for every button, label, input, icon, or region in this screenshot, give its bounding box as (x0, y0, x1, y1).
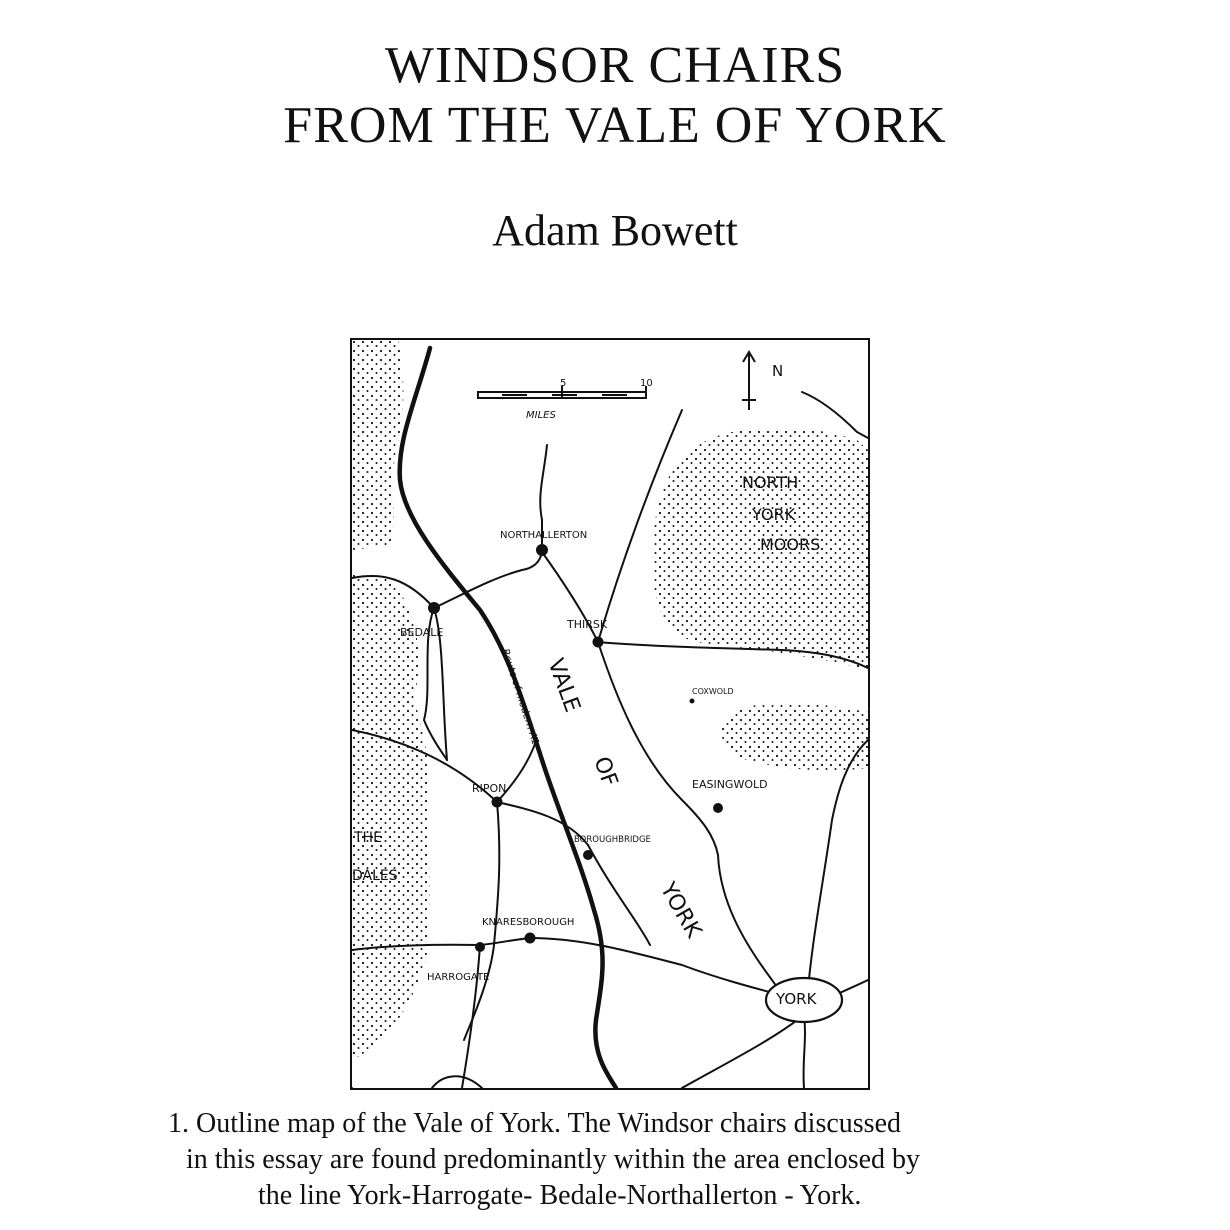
boroughbridge-label: BOROUGHBRIDGE (574, 835, 651, 845)
a1-route-label: Route of modern A1 (499, 647, 541, 747)
coxwold-label: COXWOLD (692, 687, 734, 696)
caption-line-2: in this essay are found predominantly within the area enclosed by (186, 1144, 921, 1175)
vale-label: VALE (542, 655, 585, 716)
bedale-marker (428, 602, 440, 614)
harrogate-marker (475, 942, 485, 952)
northallerton-label: NORTHALLERTON (500, 530, 588, 541)
dales-label-1: THE (354, 830, 382, 846)
york-label: YORK (776, 990, 817, 1008)
easingwold-label: EASINGWOLD (692, 778, 768, 791)
dales-label-2: DALES (352, 868, 398, 884)
scale-tick-5: 5 (560, 378, 567, 389)
north-arrow-icon (742, 352, 783, 410)
scale-label: MILES (526, 410, 556, 421)
vale-of-york-map (350, 338, 870, 1090)
easingwold-marker (713, 803, 723, 813)
dales-north-stipple (352, 340, 403, 550)
bedale-label: BEDALE (400, 626, 444, 639)
knaresborough-label: KNARESBOROUGH (482, 917, 575, 928)
author-name: Adam Bowett (492, 206, 738, 255)
knaresborough-marker (525, 933, 536, 944)
moors-label-1: NORTH (742, 473, 799, 492)
north-label: N (772, 362, 784, 380)
thirsk-label: THIRSK (567, 618, 608, 631)
ripon-label: RIPON (472, 782, 507, 795)
moors-label-3: MOORS (760, 535, 821, 554)
ripon-marker (492, 797, 503, 808)
york-region-label: YORK (654, 878, 707, 943)
title-line-1: WINDSOR CHAIRS (384, 37, 846, 94)
moors-label-2: YORK (752, 505, 796, 524)
thirsk-marker (593, 637, 604, 648)
caption-line-3: the line York-Harrogate- Bedale-Northallerton - York. (258, 1180, 862, 1211)
harrogate-label: HARROGATE (427, 972, 490, 983)
of-label: OF (588, 753, 623, 791)
title-line-2: FROM THE VALE OF YORK (283, 97, 947, 154)
dales-stipple (352, 575, 430, 1060)
northallerton-marker (536, 544, 548, 556)
map-svg (352, 340, 868, 1088)
scale-bar (478, 378, 653, 421)
scale-tick-10: 10 (640, 378, 653, 389)
boroughbridge-marker (583, 850, 593, 860)
coxwold-marker (690, 699, 695, 704)
moors-south-stipple (722, 703, 868, 770)
caption-line-1: 1. Outline map of the Vale of York. The Windsor chairs discussed (168, 1108, 902, 1139)
